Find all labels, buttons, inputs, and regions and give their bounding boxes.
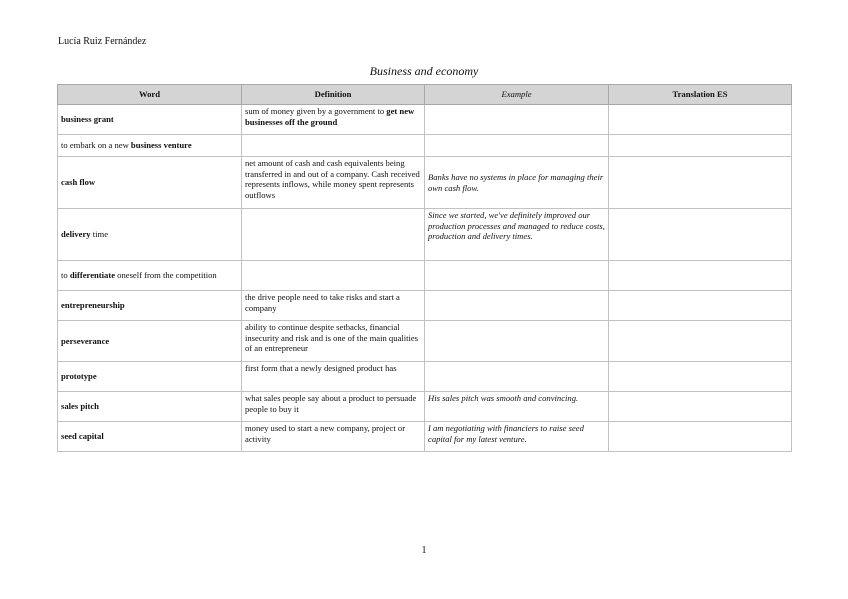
example-cell: His sales pitch was smooth and convincing. (425, 392, 609, 422)
definition-cell: the drive people need to take risks and start a company (242, 291, 425, 321)
example-cell (425, 105, 609, 135)
example-cell (425, 291, 609, 321)
table-row (58, 422, 792, 452)
example-cell (425, 321, 609, 362)
translation-cell (609, 209, 792, 261)
word-cell: cash flow (58, 157, 242, 209)
example-cell: I am negotiating with financiers to raise seed capital for my latest venture. (425, 422, 609, 452)
document-title: Business and economy (369, 64, 479, 78)
word-cell: business grant (58, 105, 242, 135)
word-cell: to differentiate oneself from the competition (58, 261, 242, 291)
translation-cell (609, 135, 792, 157)
translation-cell (609, 291, 792, 321)
table-row (58, 135, 792, 157)
table-row (58, 261, 792, 291)
word-cell: entrepreneurship (58, 291, 242, 321)
word-cell: perseverance (58, 321, 242, 362)
translation-cell (609, 422, 792, 452)
table-row (58, 321, 792, 362)
table-row (58, 105, 792, 135)
word-cell: prototype (58, 362, 242, 392)
definition-cell (242, 135, 425, 157)
table-row (58, 209, 792, 261)
table-row (58, 157, 792, 209)
column-header-definition: Definition (242, 85, 425, 105)
page-number: 1 (421, 545, 427, 556)
definition-cell: sum of money given by a government to get new businesses off the ground (242, 105, 425, 135)
column-header-word: Word (58, 85, 242, 105)
column-header-translation: Translation ES (609, 85, 792, 105)
translation-cell (609, 392, 792, 422)
column-header-example: Example (425, 85, 609, 105)
translation-cell (609, 261, 792, 291)
word-cell: seed capital (58, 422, 242, 452)
example-cell: Banks have no systems in place for managing their own cash flow. (425, 157, 609, 209)
translation-cell (609, 157, 792, 209)
definition-cell: money used to start a new company, project or activity (242, 422, 425, 452)
table-row (58, 362, 792, 392)
definition-cell (242, 209, 425, 261)
definition-cell: net amount of cash and cash equivalents being transferred in and out of a company. Cash received represents inflows, while money spent represents outflows (242, 157, 425, 209)
table-row (58, 291, 792, 321)
table-row (58, 392, 792, 422)
author-name: Lucía Ruiz Fernández (58, 36, 147, 47)
word-cell: delivery time (58, 209, 242, 261)
definition-cell (242, 261, 425, 291)
example-cell (425, 261, 609, 291)
example-cell (425, 135, 609, 157)
example-cell: Since we started, we've definitely improved our production processes and managed to reduce costs, production and delivery times. (425, 209, 609, 261)
translation-cell (609, 321, 792, 362)
definition-cell: first form that a newly designed product has (242, 362, 425, 392)
definition-cell: ability to continue despite setbacks, financial insecurity and risk and is one of the main qualities of an entrepreneur (242, 321, 425, 362)
example-cell (425, 362, 609, 392)
definition-cell: what sales people say about a product to persuade people to buy it (242, 392, 425, 422)
translation-cell (609, 362, 792, 392)
table-header-row (58, 85, 792, 105)
vocabulary-table (57, 84, 792, 452)
translation-cell (609, 105, 792, 135)
word-cell: to embark on a new business venture (58, 135, 242, 157)
word-cell: sales pitch (58, 392, 242, 422)
